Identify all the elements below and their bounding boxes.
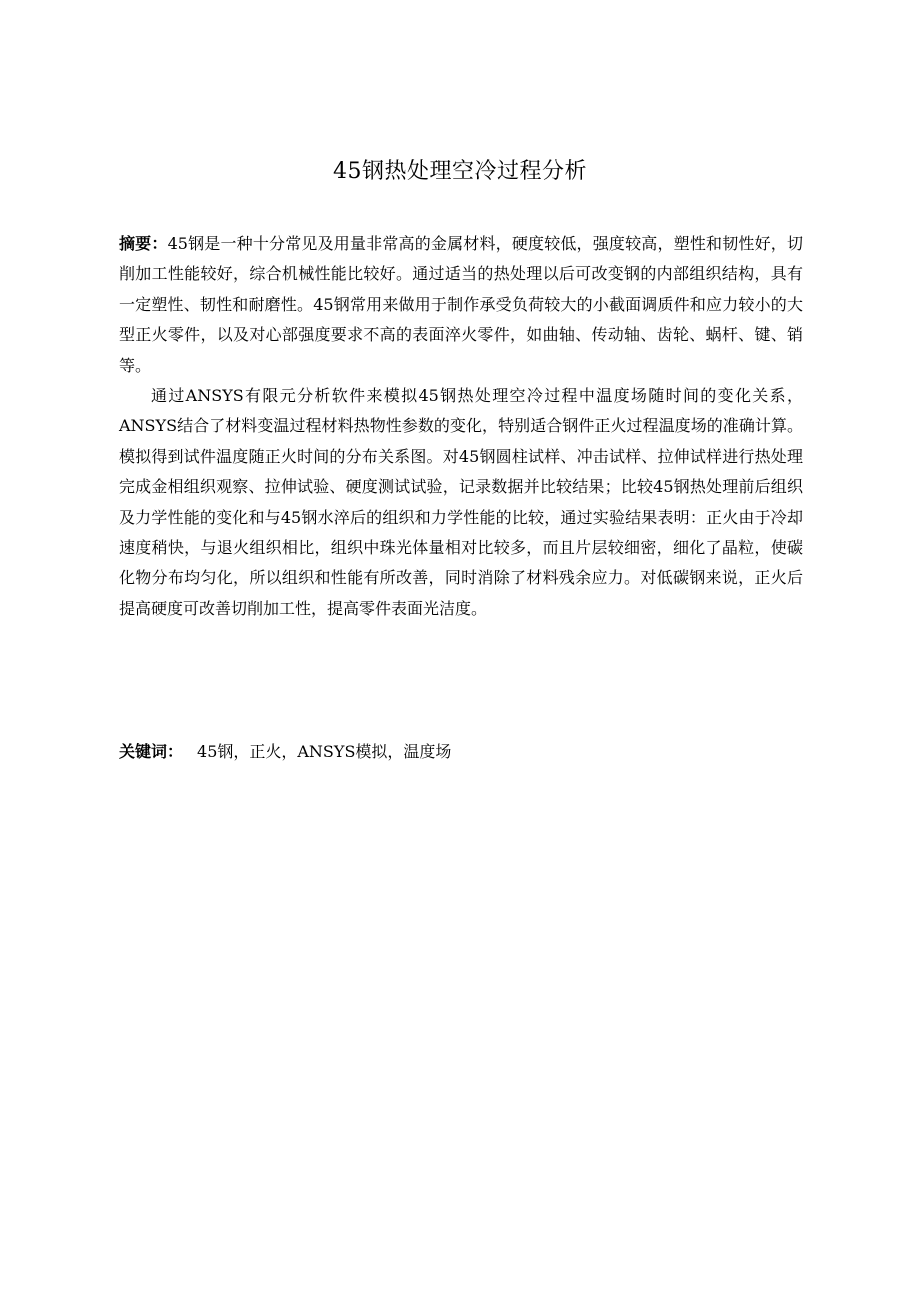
document-title: 45钢热处理空冷过程分析 <box>333 159 587 184</box>
keywords-values: 45钢，正火，ANSYS模拟，温度场 <box>197 742 452 761</box>
abstract-paragraph-1-text: 45钢是一种十分常见及用量非常高的金属材料，硬度较低，强度较高，塑性和韧性好，切削加工性能较好，综合机械性能比较好。通过适当的热处理以后可改变钢的内部组织结构，具有一定塑性、韧性和耐磨性。45钢常用来做用于制作承受负荷较大的小截面调质件和应力较小的大型正火零件，以及对心部强度要求不高的表面淬火零件，如曲轴、传动轴、齿轮、蜗杆、键、销等。 <box>119 234 803 375</box>
abstract-paragraph-1 <box>119 229 803 381</box>
keywords-line <box>119 737 803 767</box>
abstract-paragraph-2: 通过ANSYS有限元分析软件来模拟45钢热处理空冷过程中温度场随时间的变化关系，ANSYS结合了材料变温过程材料热物性参数的变化，特别适合钢件正火过程温度场的准确计算。模拟得到试件温度随正火时间的分布关系图。对45钢圆柱试样、冲击试样、拉伸试样进行热处理完成金相组织观察、拉伸试验、硬度测试试验，记录数据并比较结果；比较45钢热处理前后组织及力学性能的变化和与45钢水淬后的组织和力学性能的比较，通过实验结果表明：正火由于冷却速度稍快，与退火组织相比，组织中珠光体量相对比较多，而且片层较细密，细化了晶粒，使碳化物分布均匀化，所以组织和性能有所改善，同时消除了材料残余应力。对低碳钢来说，正火后提高硬度可改善切削加工性，提高零件表面光洁度。 <box>119 386 803 618</box>
abstract-section <box>119 229 803 624</box>
keywords-label: 关键词： <box>119 742 184 761</box>
abstract-label: 摘要： <box>119 234 168 253</box>
keywords-section <box>119 737 803 767</box>
